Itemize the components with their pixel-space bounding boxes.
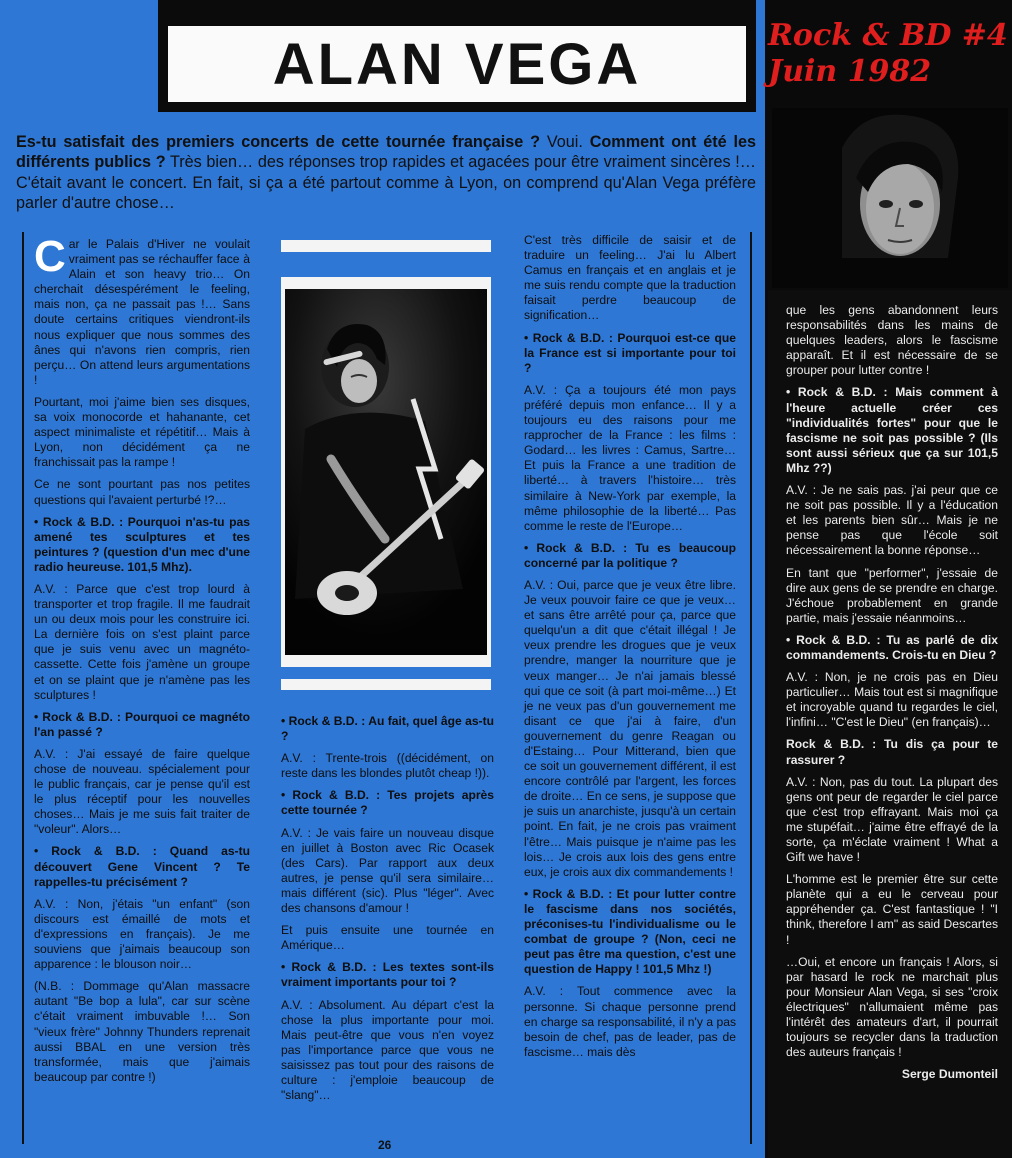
paragraph: A.V. : Oui, parce que je veux être libre. Je veux pouvoir faire ce que je veux… et sans être arrêté pour ça, parce que quelqu'un a dit que c'était illégal ! Je veux prendre les drogues que je veux prendre, manger la nourriture que je veux manger… Je n'ai jamais blessé qui que ce soit (à part moi-même…) Et je ne veux pas d'un gouvernement me disant ce que j'ai à faire, d'un gouvernement du genre Reagan ou d'Estaing… Pour Mitterand, bien que ce soit un gouvernement différent, il est encore contrôlé par l'argent, les forces de droite… En ce sens, je suppose que je suis un anarchiste, jusqu'à un certain point. En fait, je ne crois pas vraiment l'être… Mais puisque je n'aime pas les lois… Je crois aux lois des gens entre eux, je crois aux dix commandements ! — [524, 577, 736, 879]
interview-question: • Rock & B.D. : Les textes sont-ils vraiment importants pour toi ? — [281, 960, 494, 990]
paragraph: que les gens abandonnent leurs responsabilités dans les mains de quelques leaders, alors le fascisme apparaît. Et il est nécessaire de se grouper pour lutter contre ! — [786, 303, 998, 378]
paragraph: A.V. : Je ne sais pas. j'ai peur que ce ne soit pas possible. Il y a l'éducation et les parents bien sûr… Mais je ne pense pas que l'école soit nécessairement la bonne réponse… — [786, 483, 998, 558]
intro-question: Es-tu satisfait des premiers concerts de cette tournée française ? — [16, 133, 541, 151]
paragraph: A.V. : Tout commence avec la personne. Si chaque personne prend en charge sa responsabilité, il n'y a pas besoin de chef, pas de leader, pas de fascisme… mais dès — [524, 984, 736, 1059]
paragraph: A.V. : Trente-trois ((décidément, on reste dans les blondes plutôt cheap !)). — [281, 751, 494, 781]
intro-text: Très bien… des réponses trop rapides et agacées pour être vraiment sincères !… C'était avant le concert. En fait, si ça a été partout comme à Lyon, on comprend qu'Alan Vega préfère parler d'autre chose… — [16, 153, 756, 212]
concert-photo — [285, 289, 487, 655]
paragraph: A.V. : Je vais faire un nouveau disque en juillet à Boston avec Ric Ocasek (des Cars). Par rapport aux deux autres, je pense qu'il sera similaire… mais différent (sic). Plus "léger". Avec des chansons d'amour ! — [281, 825, 494, 916]
author-signature: Serge Dumonteil — [901, 1067, 998, 1082]
interview-question: • Rock & B.D. : Tu as parlé de dix commandements. Crois-tu en Dieu ? — [786, 632, 998, 662]
interview-question: • Rock & B.D. : Mais comment à l'heure actuelle créer ces "individualités fortes" pour que le fascisme ne soit pas possible ? (Ils sont aussi sérieux que ça sur 101,5 Mhz ??) — [786, 385, 998, 475]
interview-question: • Rock & B.D. : Et pour lutter contre le fascisme dans nos sociétés, préconises-tu l'individualisme ou le combat de groupe ? (Non, ceci ne peut pas être ma question, c'est une question de Happy ! 101,5 Mhz !) — [524, 886, 736, 977]
paragraph: En tant que "performer", j'essaie de dire aux gens de se prendre en charge. J'échoue probablement en grande partie, mais j'essaie néanmoins… — [786, 565, 998, 625]
issue-banner — [768, 18, 1012, 90]
article-title: ALAN VEGA — [272, 31, 642, 97]
paragraph: A.V. : Non, je ne crois pas en Dieu particulier… Mais tout est si magnifique et incroyable quand tu regardes le ciel, l'infini… "C'est le Dieu" (en français)… — [786, 670, 998, 730]
column-2 — [281, 714, 494, 1110]
column-4 — [786, 303, 998, 1089]
page-number: 26 — [378, 1138, 392, 1152]
column-1 — [34, 232, 250, 1092]
intro-text: Voui. — [540, 133, 590, 151]
drop-cap: C — [34, 232, 66, 281]
column-rule-right — [750, 232, 752, 1144]
first-paragraph-text: ar le Palais d'Hiver ne voulait vraiment pas se réchauffer face à Alain et son heavy trio… On cherchait désespérément le feeling, mais non, ça ne passait pas !… Sans doute certains critiques viendront-ils nous expliquer que nous sommes des ânes qui n'avons rien compris, rien perçu… On attend leurs argumentations ! — [34, 237, 250, 387]
intro-question: Comment ont été les différents publics ? — [16, 133, 756, 172]
photo-bar-top — [281, 240, 491, 252]
column-3 — [524, 233, 736, 1067]
portrait-photo — [772, 108, 1008, 288]
concert-photo-frame — [281, 277, 491, 667]
interview-question: Rock & B.D. : Tu dis ça pour te rassurer ? — [786, 737, 998, 767]
interview-question: • Rock & B.D. : Pourquoi est-ce que la France est si importante pour toi ? — [524, 330, 736, 375]
singer-with-guitar-illustration — [285, 289, 487, 655]
paragraph: C'est très difficile de saisir et de traduire un feeling… J'ai lu Albert Camus en français et en anglais et je me suis rendu compte que la traduction faisait perdre beaucoup de signification… — [524, 233, 736, 323]
photo-bar-bottom — [281, 679, 491, 690]
paragraph: A.V. : Non, j'étais "un enfant" (son discours est émaillé de mots et d'expressions en français). Je me souviens que j'aimais beaucoup son apparence : le blouson noir… — [34, 896, 250, 972]
paragraph: A.V. : Absolument. Au départ c'est la chose la plus importante pour moi. Mais peut-être que vous n'en voyez pas l'importance parce que vous ne saisissez pas tout pour des raisons de culture : j'emploie beaucoup de "slang"… — [281, 997, 494, 1103]
alan-vega-portrait-illustration — [772, 108, 1008, 288]
interview-question: • Rock & B.D. : Pourquoi n'as-tu pas amené tes sculptures et tes peintures ? (question d'un mec d'une radio heureuse. 101,5 Mhz). — [34, 514, 250, 574]
paragraph: Pourtant, moi j'aime bien ses disques, sa voix monocorde et hahanante, cet aspect minimaliste et répétitif… Mais à Lyon, non décidément ça ne franchissait pas la rampe ! — [34, 394, 250, 470]
first-paragraph — [34, 232, 250, 388]
paragraph: L'homme est le premier être sur cette planète qui a eu le cerveau pour appréhender ça. C'est fantastique ! "I think, therefore I am" as said Descartes ! — [786, 872, 998, 947]
paragraph: A.V. : Non, pas du tout. La plupart des gens ont peur de regarder le ciel parce que c'est trop effrayant. Mais moi ça me stupéfait… j'aime être effrayé de la sorte, ça m'éclate vraiment ! What a Gift we have ! — [786, 774, 998, 865]
title-bar — [158, 0, 756, 112]
column-rule-left — [22, 232, 24, 1144]
issue-banner-line1: Rock & BD #4 — [768, 18, 1008, 53]
issue-banner-line2: Juin 1982 — [768, 54, 932, 89]
paragraph: Et puis ensuite une tournée en Amérique… — [281, 923, 494, 953]
interview-question: • Rock & B.D. : Quand as-tu découvert Gene Vincent ? Te rappelles-tu précisément ? — [34, 844, 250, 889]
paragraph: A.V. : Parce que c'est trop lourd à transporter et trop fragile. Il me faudrait un ou deux mois pour les construire ici. La dernière fois on s'est plaint parce que je suis venu avec un magnéto-cassette. Cette fois j'amène un groupe et on se plaint que je n'amène pas les sculptures ! — [34, 581, 250, 702]
interview-question: • Rock & B.D. : Au fait, quel âge as-tu ? — [281, 714, 494, 744]
paragraph: (N.B. : Dommage qu'Alan massacre autant "Be bop a lula", car sur scène c'était vraiment imbuvable !… Son "vieux frère" Johnny Thunders reprenait aussi BBAL en une version très transformée, mais que j'aimais beaucoup par contre !) — [34, 979, 250, 1084]
paragraph: Ce ne sont pourtant pas nos petites questions qui l'avaient perturbé !?… — [34, 477, 250, 507]
title-box — [168, 26, 746, 102]
interview-question: • Rock & B.D. : Pourquoi ce magnéto l'an passé ? — [34, 709, 250, 739]
paragraph: A.V. : Ça a toujours été mon pays préféré depuis mon enfance… Il y a toujours eu des raisons pour me rapprocher de la France : les films : Godard… les livres : Camus, Sartre… Et puis la France a une tradition de liberté… à travers l'histoire… très similaire à New-York par exemple, la même philosophie de la liberté… Pas comme le reste de l'Europe… — [524, 382, 736, 533]
paragraph: …Oui, et encore un français ! Alors, si par hasard le rock ne marchait plus pour Monsieur Alan Vega, si ses "croix électriques" n'allumaient même pas l'intérêt des amateurs d'art, il pourrait toujours se recycler dans la traduction des auteurs français ! — [786, 954, 998, 1060]
interview-question: • Rock & B.D. : Tu es beaucoup concerné par la politique ? — [524, 540, 736, 570]
paragraph: A.V. : J'ai essayé de faire quelque chose de nouveau. spécialement pour le public français, car je pense qu'il est le plus réceptif pour les nouvelles choses… Mais je me suis fait traiter de "voleur". Alors… — [34, 746, 250, 837]
article-intro — [16, 132, 756, 213]
interview-question: • Rock & B.D. : Tes projets après cette tournée ? — [281, 788, 494, 818]
